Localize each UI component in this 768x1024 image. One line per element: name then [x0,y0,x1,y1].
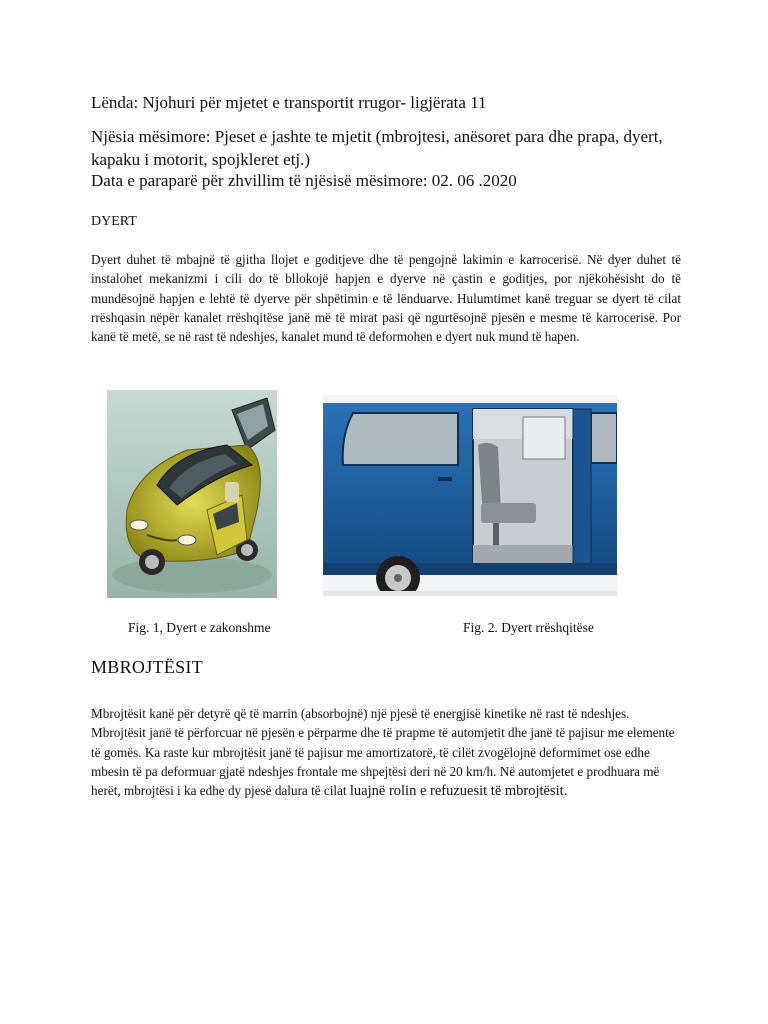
section-heading-dyert: DYERT [91,214,137,229]
section-heading-mbrojtesit: MBROJTËSIT [91,657,204,677]
subject-line: Lënda: Njohuri për mjetet e transportit rrugor- ligjërata 11 [91,93,487,112]
paragraph-mbrojtesit-last-line: luajnë rolin e refuzuesit të mbrojtësit. [349,783,568,800]
figure-2-caption: Fig. 2. Dyert rrëshqitëse [463,620,594,635]
date-line: Data e paraparë për zhvillim të njësisë mësimore: 02. 06 .2020 [91,171,517,190]
figure-1-car-image [107,390,277,598]
figure-1-caption: Fig. 1, Dyert e zakonshme [128,620,271,635]
paragraph-dyert: Dyert duhet të mbajnë të gjitha llojet e goditjeve dhe të pengojnë lakimin e karrocerisë. Në dyer duhet të instalohet mekanizmi i cili do të bllokojë hapjen e dyerve në çastin e goditjes, por njëkohësisht do të mundësojnë hapjen e lehtë të dyerve për shpëtimin e të lënduarve. Hulumtimet kanë treguar se dyert të cilat rrëshqasin nëpër kanalet rrëshqitëse janë më të mirat pasi që ngurtësojnë pjesën e mesme të karrocerisë. Por kanë të metë, se në rast të ndeshjes, kanalet mund të deformohen e dyert nuk mund të hapen. [91,252,681,345]
paragraph-mbrojtesit-body: Mbrojtësit kanë për detyrë që të marrin (absorbojnë) një pjesë të energjisë kinetike në rast të ndeshjes. Mbrojtësit janë të përforcuar në pjesën e përparme dhe të prapme të automjetit dhe janë të pajisur me elemente të gomës. Ka raste kur mbrojtësit janë të pajisur me amortizatorë, të cilët zvogëlojnë deformimet ose edhe mbesin të pa deformuar gjatë ndeshjes frontale me shpejtësi deri në 20 km/h. Në automjetet e prodhuara më herët, mbrojtësi i ka edhe dy pjesë dalura të cilat [91,706,675,799]
paragraph-mbrojtesit [91,704,681,801]
figure-2-van-image [323,395,617,596]
unit-line: Njësia mësimore: Pjeset e jashte te mjetit (mbrojtesi, anësoret para dhe prapa, dyert, kapaku i motorit, spojkleret etj.) [91,127,663,169]
